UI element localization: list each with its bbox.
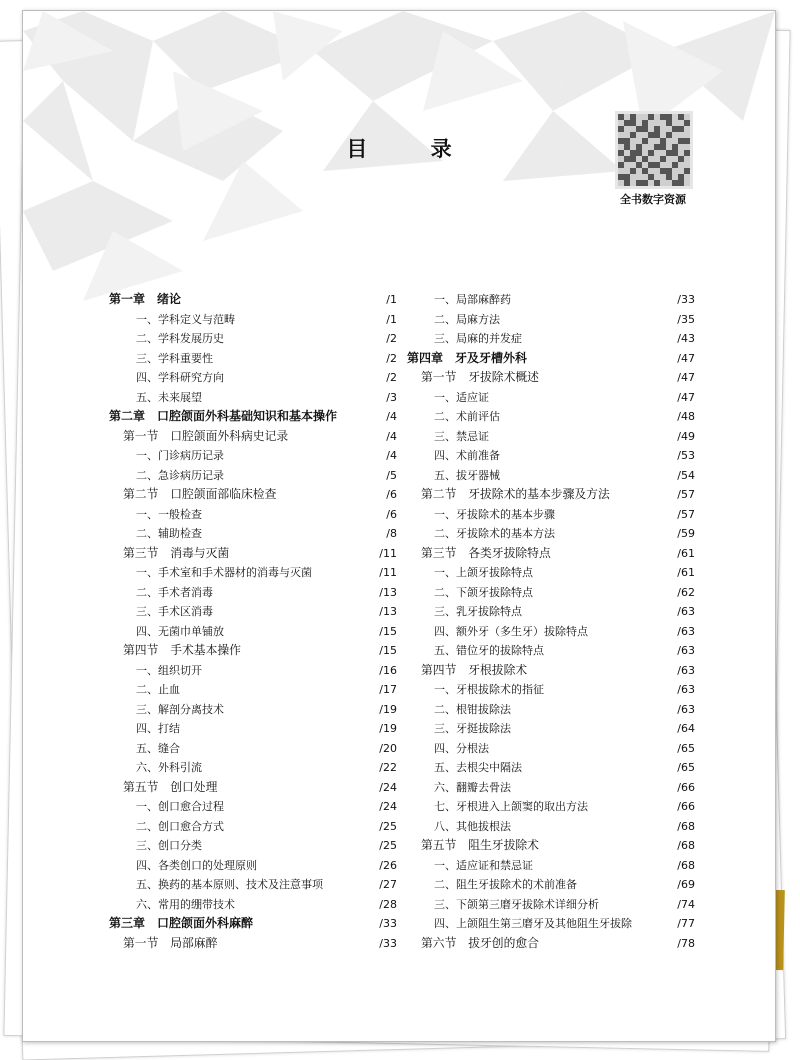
toc-item-row[interactable] bbox=[407, 563, 695, 583]
toc-entry-page: /68 bbox=[677, 819, 695, 833]
toc-entry-title: 第二节 口腔颌面部临床检查 bbox=[123, 487, 277, 501]
toc-entry-title: 二、止血 bbox=[136, 683, 180, 696]
toc-entry-page: /19 bbox=[379, 702, 397, 716]
toc-entry-page: /16 bbox=[379, 663, 397, 677]
toc-item-row[interactable] bbox=[109, 622, 397, 642]
page-title: 目 录 bbox=[346, 137, 480, 161]
toc-entry-page: /63 bbox=[677, 663, 695, 677]
toc-entry-page: /13 bbox=[379, 605, 397, 618]
toc-item-row[interactable] bbox=[109, 505, 397, 525]
toc-item-row[interactable] bbox=[407, 739, 695, 759]
qr-code-pattern bbox=[618, 114, 690, 186]
toc-entry-page: /62 bbox=[677, 585, 695, 599]
toc-item-row[interactable] bbox=[109, 310, 397, 330]
toc-item-row[interactable] bbox=[407, 680, 695, 700]
toc-section-row[interactable] bbox=[407, 485, 695, 505]
toc-entry-page: /6 bbox=[386, 507, 397, 521]
toc-item-row[interactable] bbox=[407, 388, 695, 408]
toc-entry-title: 二、根钳拔除法 bbox=[434, 702, 511, 716]
toc-entry-page: /26 bbox=[379, 858, 397, 872]
toc-entry-title: 五、错位牙的拔除特点 bbox=[434, 644, 544, 657]
toc-entry-title: 二、局麻方法 bbox=[434, 312, 500, 326]
toc-entry-page: /78 bbox=[677, 936, 695, 950]
toc-entry-page: /61 bbox=[677, 546, 695, 560]
toc-item-row[interactable] bbox=[109, 349, 397, 369]
toc-item-row[interactable] bbox=[109, 700, 397, 720]
toc-entry-page: /57 bbox=[677, 488, 695, 501]
toc-entry-title: 三、局麻的并发症 bbox=[434, 332, 522, 345]
toc-entry-page: /1 bbox=[386, 312, 397, 326]
toc-entry-page: /35 bbox=[677, 312, 695, 326]
toc-item-row[interactable] bbox=[109, 524, 397, 544]
toc-entry-page: /63 bbox=[677, 683, 695, 696]
toc-item-row[interactable] bbox=[109, 758, 397, 778]
toc-entry-title: 四、上颌阻生第三磨牙及其他阻生牙拔除 bbox=[434, 917, 632, 930]
toc-entry-page: /49 bbox=[677, 429, 695, 443]
toc-entry-title: 二、手术者消毒 bbox=[136, 585, 213, 599]
toc-entry-title: 四、学科研究方向 bbox=[136, 371, 224, 384]
toc-section-row[interactable] bbox=[407, 661, 695, 681]
toc-entry-page: /69 bbox=[677, 878, 695, 891]
toc-entry-title: 第四节 手术基本操作 bbox=[123, 643, 241, 657]
toc-entry-page: /25 bbox=[379, 839, 397, 852]
toc-entry-page: /43 bbox=[677, 332, 695, 345]
toc-item-row[interactable] bbox=[109, 856, 397, 876]
toc-item-row[interactable] bbox=[407, 407, 695, 427]
toc-item-row[interactable] bbox=[109, 661, 397, 681]
toc-item-row[interactable] bbox=[407, 446, 695, 466]
toc-item-row[interactable] bbox=[407, 895, 695, 915]
toc-item-row[interactable] bbox=[109, 466, 397, 486]
toc-entry-title: 二、急诊病历记录 bbox=[136, 468, 224, 482]
toc-entry-page: /28 bbox=[379, 897, 397, 911]
toc-item-row[interactable] bbox=[407, 622, 695, 642]
toc-entry-title: 六、常用的绷带技术 bbox=[136, 897, 235, 911]
toc-entry-title: 一、牙拔除术的基本步骤 bbox=[434, 507, 555, 521]
toc-entry-title: 四、打结 bbox=[136, 722, 180, 735]
toc-entry-title: 四、无菌巾单铺放 bbox=[136, 624, 224, 638]
toc-item-row[interactable] bbox=[109, 836, 397, 856]
toc-entry-title: 一、门诊病历记录 bbox=[136, 449, 224, 462]
toc-entry-title: 一、组织切开 bbox=[136, 663, 202, 677]
toc-item-row[interactable] bbox=[109, 739, 397, 759]
toc-section-row[interactable] bbox=[109, 485, 397, 505]
toc-entry-title: 二、下颌牙拔除特点 bbox=[434, 585, 533, 599]
toc-entry-title: 一、上颌牙拔除特点 bbox=[434, 566, 533, 579]
toc-item-row[interactable] bbox=[407, 505, 695, 525]
toc-entry-page: /8 bbox=[386, 527, 397, 540]
toc-entry-page: /11 bbox=[379, 566, 397, 579]
toc-item-row[interactable] bbox=[109, 875, 397, 895]
toc-entry-title: 第一节 牙拔除术概述 bbox=[421, 370, 539, 384]
toc-entry-title: 第四章 牙及牙槽外科 bbox=[407, 350, 528, 365]
toc-entry-page: /47 bbox=[677, 390, 695, 404]
toc-entry-page: /4 bbox=[386, 410, 397, 423]
toc-entry-title: 一、一般检查 bbox=[136, 507, 202, 521]
toc-entry-page: /57 bbox=[677, 507, 695, 521]
toc-section-row[interactable] bbox=[109, 934, 397, 954]
toc-page bbox=[22, 10, 776, 1042]
toc-entry-title: 三、牙挺拔除法 bbox=[434, 722, 511, 735]
toc-entry-page: /27 bbox=[379, 878, 397, 891]
toc-entry-page: /24 bbox=[379, 800, 397, 813]
toc-entry-page: /74 bbox=[677, 897, 695, 911]
toc-entry-title: 第四节 牙根拔除术 bbox=[421, 662, 528, 677]
toc-item-row[interactable] bbox=[407, 290, 695, 310]
toc-item-row[interactable] bbox=[407, 817, 695, 837]
toc-entry-title: 二、辅助检查 bbox=[136, 527, 202, 540]
toc-entry-title: 第一章 绪论 bbox=[109, 292, 182, 306]
toc-entry-title: 三、创口分类 bbox=[136, 839, 202, 852]
toc-entry-title: 三、学科重要性 bbox=[136, 351, 213, 365]
toc-item-row[interactable] bbox=[109, 329, 397, 349]
toc-chapter-row[interactable] bbox=[109, 290, 397, 310]
toc-entry-title: 三、下颌第三磨牙拔除术详细分析 bbox=[434, 897, 599, 911]
toc-item-row[interactable] bbox=[407, 700, 695, 720]
toc-item-row[interactable] bbox=[407, 310, 695, 330]
toc-section-row[interactable] bbox=[109, 427, 397, 447]
toc-item-row[interactable] bbox=[407, 583, 695, 603]
qr-code-label: 全书数字资源 bbox=[620, 193, 686, 206]
toc-section-row[interactable] bbox=[407, 544, 695, 564]
toc-chapter-row[interactable] bbox=[109, 914, 397, 934]
toc-entry-page: /66 bbox=[677, 780, 695, 794]
toc-entry-title: 八、其他拔根法 bbox=[434, 819, 511, 833]
toc-entry-title: 一、创口愈合过程 bbox=[136, 800, 224, 813]
toc-entry-title: 第一节 局部麻醉 bbox=[123, 935, 218, 950]
toc-entry-page: /15 bbox=[379, 624, 397, 638]
toc-section-row[interactable] bbox=[109, 778, 397, 798]
toc-entry-page: /4 bbox=[386, 429, 397, 443]
toc-entry-page: /17 bbox=[379, 683, 397, 696]
toc-entry-page: /15 bbox=[379, 644, 397, 657]
toc-entry-title: 四、术前准备 bbox=[434, 449, 500, 462]
toc-entry-title: 三、乳牙拔除特点 bbox=[434, 605, 522, 618]
toc-section-row[interactable] bbox=[407, 934, 695, 954]
toc-item-row[interactable] bbox=[109, 446, 397, 466]
toc-entry-page: /54 bbox=[677, 468, 695, 482]
toc-entry-title: 第一节 口腔颌面外科病史记录 bbox=[123, 428, 289, 443]
toc-entry-title: 五、缝合 bbox=[136, 741, 180, 755]
toc-entry-title: 三、解剖分离技术 bbox=[136, 702, 224, 716]
toc-entry-page: /68 bbox=[677, 858, 695, 872]
toc-item-row[interactable] bbox=[407, 641, 695, 661]
toc-section-row[interactable] bbox=[109, 641, 397, 661]
toc-item-row[interactable] bbox=[407, 758, 695, 778]
toc-item-row[interactable] bbox=[109, 817, 397, 837]
toc-entry-page: /13 bbox=[379, 585, 397, 599]
toc-entry-title: 四、额外牙（多生牙）拔除特点 bbox=[434, 624, 588, 638]
toc-item-row[interactable] bbox=[407, 778, 695, 798]
toc-entry-title: 五、换药的基本原则、技术及注意事项 bbox=[136, 878, 323, 891]
toc-entry-page: /24 bbox=[379, 780, 397, 794]
toc-entry-page: /63 bbox=[677, 624, 695, 638]
toc-entry-title: 二、术前评估 bbox=[434, 410, 500, 423]
toc-entry-page: /48 bbox=[677, 410, 695, 423]
toc-item-row[interactable] bbox=[109, 680, 397, 700]
toc-entry-page: /2 bbox=[386, 332, 397, 345]
toc-item-row[interactable] bbox=[407, 914, 695, 934]
toc-entry-title: 三、禁忌证 bbox=[434, 429, 489, 443]
toc-entry-title: 第三节 各类牙拔除特点 bbox=[421, 545, 551, 560]
toc-entry-title: 二、阻生牙拔除术的术前准备 bbox=[434, 878, 577, 891]
toc-item-row[interactable] bbox=[407, 524, 695, 544]
toc-entry-page: /33 bbox=[379, 936, 397, 950]
toc-entry-page: /64 bbox=[677, 722, 695, 735]
toc-item-row[interactable] bbox=[109, 388, 397, 408]
toc-section-row[interactable] bbox=[407, 368, 695, 388]
toc-item-row[interactable] bbox=[407, 797, 695, 817]
toc-entry-page: /63 bbox=[677, 644, 695, 657]
toc-item-row[interactable] bbox=[407, 602, 695, 622]
toc-entry-title: 一、适应证和禁忌证 bbox=[434, 858, 533, 872]
toc-entry-title: 五、去根尖中隔法 bbox=[434, 761, 522, 774]
toc-item-row[interactable] bbox=[407, 719, 695, 739]
toc-entry-title: 第三节 消毒与灭菌 bbox=[123, 545, 230, 560]
toc-entry-title: 第三章 口腔颌面外科麻醉 bbox=[109, 916, 254, 930]
toc-entry-page: /68 bbox=[677, 839, 695, 852]
toc-entry-page: /5 bbox=[386, 468, 397, 482]
toc-entry-page: /47 bbox=[677, 371, 695, 384]
toc-item-row[interactable] bbox=[109, 797, 397, 817]
toc-entry-title: 第二章 口腔颌面外科基础知识和基本操作 bbox=[109, 409, 338, 423]
toc-entry-title: 三、手术区消毒 bbox=[136, 605, 213, 618]
toc-entry-page: /33 bbox=[379, 917, 397, 930]
toc-entry-title: 一、牙根拔除术的指征 bbox=[434, 683, 544, 696]
toc-entry-title: 第五节 创口处理 bbox=[123, 779, 218, 794]
toc-entry-title: 七、牙根进入上颌窦的取出方法 bbox=[434, 800, 588, 813]
toc-entry-page: /63 bbox=[677, 605, 695, 618]
toc-item-row[interactable] bbox=[109, 583, 397, 603]
toc-entry-page: /3 bbox=[386, 390, 397, 404]
toc-entry-title: 四、分根法 bbox=[434, 741, 489, 755]
toc-entry-title: 五、拔牙器械 bbox=[434, 468, 500, 482]
toc-entry-page: /1 bbox=[386, 293, 397, 306]
toc-item-row[interactable] bbox=[109, 563, 397, 583]
toc-entry-title: 一、手术室和手术器材的消毒与灭菌 bbox=[136, 566, 312, 579]
toc-entry-title: 六、翻瓣去骨法 bbox=[434, 780, 511, 794]
toc-entry-title: 第二节 牙拔除术的基本步骤及方法 bbox=[421, 487, 610, 501]
toc-column-right bbox=[407, 290, 695, 953]
toc-item-row[interactable] bbox=[109, 895, 397, 915]
toc-entry-title: 一、适应证 bbox=[434, 390, 489, 404]
toc-entry-title: 二、牙拔除术的基本方法 bbox=[434, 527, 555, 540]
toc-entry-page: /33 bbox=[677, 293, 695, 306]
toc-section-row[interactable] bbox=[109, 544, 397, 564]
toc-entry-title: 一、局部麻醉药 bbox=[434, 293, 511, 306]
toc-entry-page: /2 bbox=[386, 351, 397, 365]
toc-item-row[interactable] bbox=[407, 329, 695, 349]
toc-item-row[interactable] bbox=[109, 719, 397, 739]
toc-chapter-row[interactable] bbox=[109, 407, 397, 427]
toc-item-row[interactable] bbox=[407, 427, 695, 447]
toc-entry-title: 第六节 拔牙创的愈合 bbox=[421, 935, 539, 950]
toc-item-row[interactable] bbox=[109, 602, 397, 622]
toc-entry-page: /22 bbox=[379, 761, 397, 774]
toc-entry-page: /19 bbox=[379, 722, 397, 735]
toc-item-row[interactable] bbox=[407, 875, 695, 895]
toc-item-row[interactable] bbox=[109, 368, 397, 388]
toc-entry-page: /25 bbox=[379, 819, 397, 833]
toc-entry-title: 第五节 阻生牙拔除术 bbox=[421, 838, 539, 852]
toc-item-row[interactable] bbox=[407, 466, 695, 486]
toc-entry-page: /11 bbox=[379, 546, 397, 560]
toc-column-left bbox=[109, 290, 397, 953]
toc-entry-title: 二、学科发展历史 bbox=[136, 332, 224, 345]
toc-entry-title: 六、外科引流 bbox=[136, 761, 202, 774]
toc-chapter-row[interactable] bbox=[407, 349, 695, 369]
toc-entry-page: /61 bbox=[677, 566, 695, 579]
toc-section-row[interactable] bbox=[407, 836, 695, 856]
toc-entry-page: /77 bbox=[677, 917, 695, 930]
toc-entry-title: 二、创口愈合方式 bbox=[136, 819, 224, 833]
toc-entry-page: /65 bbox=[677, 741, 695, 755]
toc-entry-page: /20 bbox=[379, 741, 397, 755]
qr-code bbox=[615, 111, 693, 189]
toc-entry-page: /53 bbox=[677, 449, 695, 462]
toc-entry-page: /66 bbox=[677, 800, 695, 813]
toc-entry-page: /2 bbox=[386, 371, 397, 384]
toc-entry-page: /59 bbox=[677, 527, 695, 540]
toc-entry-page: /6 bbox=[386, 488, 397, 501]
toc-entry-title: 四、各类创口的处理原则 bbox=[136, 858, 257, 872]
toc-entry-page: /47 bbox=[677, 351, 695, 365]
toc-entry-title: 一、学科定义与范畴 bbox=[136, 312, 235, 326]
toc-entry-title: 五、未来展望 bbox=[136, 390, 202, 404]
toc-entry-page: /63 bbox=[677, 702, 695, 716]
toc-entry-page: /4 bbox=[386, 449, 397, 462]
toc-item-row[interactable] bbox=[407, 856, 695, 876]
toc-entry-page: /65 bbox=[677, 761, 695, 774]
